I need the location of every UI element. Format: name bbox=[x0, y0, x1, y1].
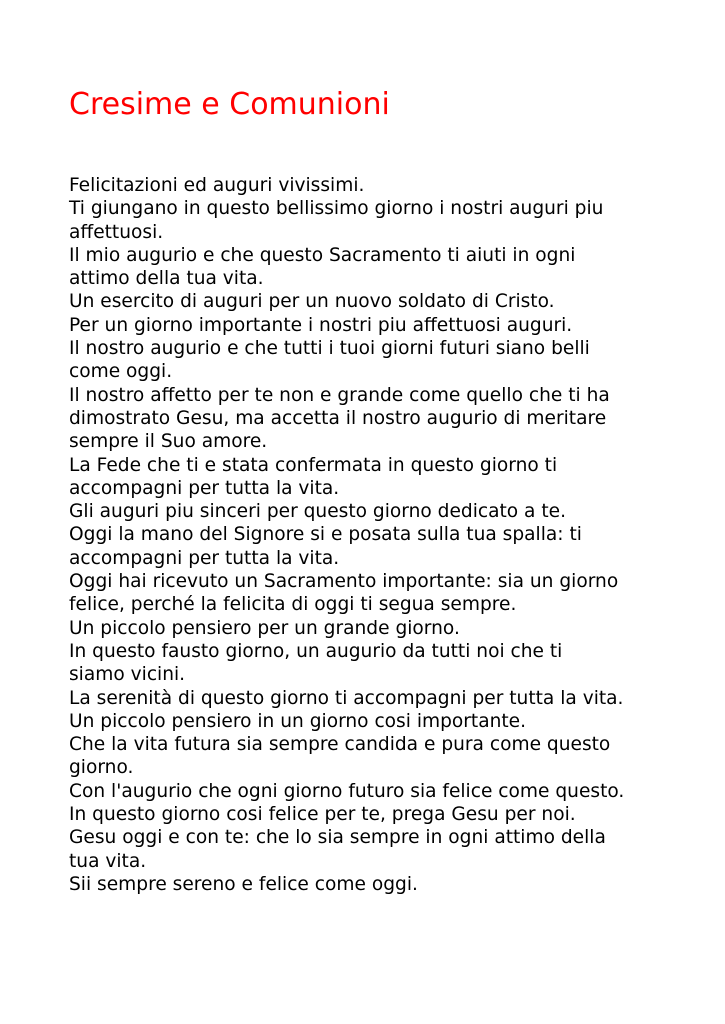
text-line: felice, perché la felicita di oggi ti segua sempre. bbox=[69, 594, 517, 616]
text-line: affettuosi. bbox=[69, 221, 164, 243]
text-line: sempre il Suo amore. bbox=[69, 431, 268, 453]
text-line: Oggi hai ricevuto un Sacramento importante: sia un giorno bbox=[69, 571, 619, 593]
text-line: Gli auguri piu sinceri per questo giorno dedicato a te. bbox=[69, 501, 566, 523]
text-line: siamo vicini. bbox=[69, 664, 186, 686]
text-line: Per un giorno importante i nostri piu affettuosi auguri. bbox=[69, 314, 573, 336]
text-line: accompagni per tutta la vita. bbox=[69, 477, 340, 499]
text-line: Un esercito di auguri per un nuovo soldato di Cristo. bbox=[69, 291, 555, 313]
text-line: La Fede che ti e stata confermata in questo giorno ti bbox=[69, 454, 558, 476]
text-line: attimo della tua vita. bbox=[69, 268, 264, 290]
text-line: Oggi la mano del Signore si e posata sulla tua spalla: ti bbox=[69, 524, 582, 546]
text-line: tua vita. bbox=[69, 850, 147, 872]
text-line: Il nostro augurio e che tutti i tuoi giorni futuri siano belli bbox=[69, 338, 590, 360]
text-line: In questo fausto giorno, un augurio da tutti noi che ti bbox=[69, 640, 563, 662]
text-line: come oggi. bbox=[69, 361, 173, 383]
text-line: Il nostro affetto per te non e grande come quello che ti ha bbox=[69, 384, 610, 406]
text-line: In questo giorno cosi felice per te, prega Gesu per noi. bbox=[69, 804, 576, 826]
text-line: Sii sempre sereno e felice come oggi. bbox=[69, 873, 418, 895]
text-line: Che la vita futura sia sempre candida e pura come questo bbox=[69, 734, 611, 756]
text-line: dimostrato Gesu, ma accetta il nostro augurio di meritare bbox=[69, 407, 607, 429]
text-line: Un piccolo pensiero in un giorno cosi importante. bbox=[69, 710, 527, 732]
text-line: La serenità di questo giorno ti accompagni per tutta la vita. bbox=[69, 687, 624, 709]
text-line: accompagni per tutta la vita. bbox=[69, 547, 340, 569]
page-title: Cresime e Comunioni bbox=[69, 87, 390, 122]
text-line: Con l'augurio che ogni giorno futuro sia felice come questo. bbox=[69, 780, 625, 802]
text-line: Gesu oggi e con te: che lo sia sempre in ogni attimo della bbox=[69, 827, 606, 849]
text-line: Un piccolo pensiero per un grande giorno. bbox=[69, 617, 460, 639]
text-line: Ti giungano in questo bellissimo giorno i nostri auguri piu bbox=[69, 198, 604, 220]
text-line: giorno. bbox=[69, 757, 134, 779]
text-line: Felicitazioni ed auguri vivissimi. bbox=[69, 175, 365, 196]
text-line: Il mio augurio e che questo Sacramento ti aiuti in ogni bbox=[69, 244, 576, 266]
body-text bbox=[69, 174, 669, 896]
